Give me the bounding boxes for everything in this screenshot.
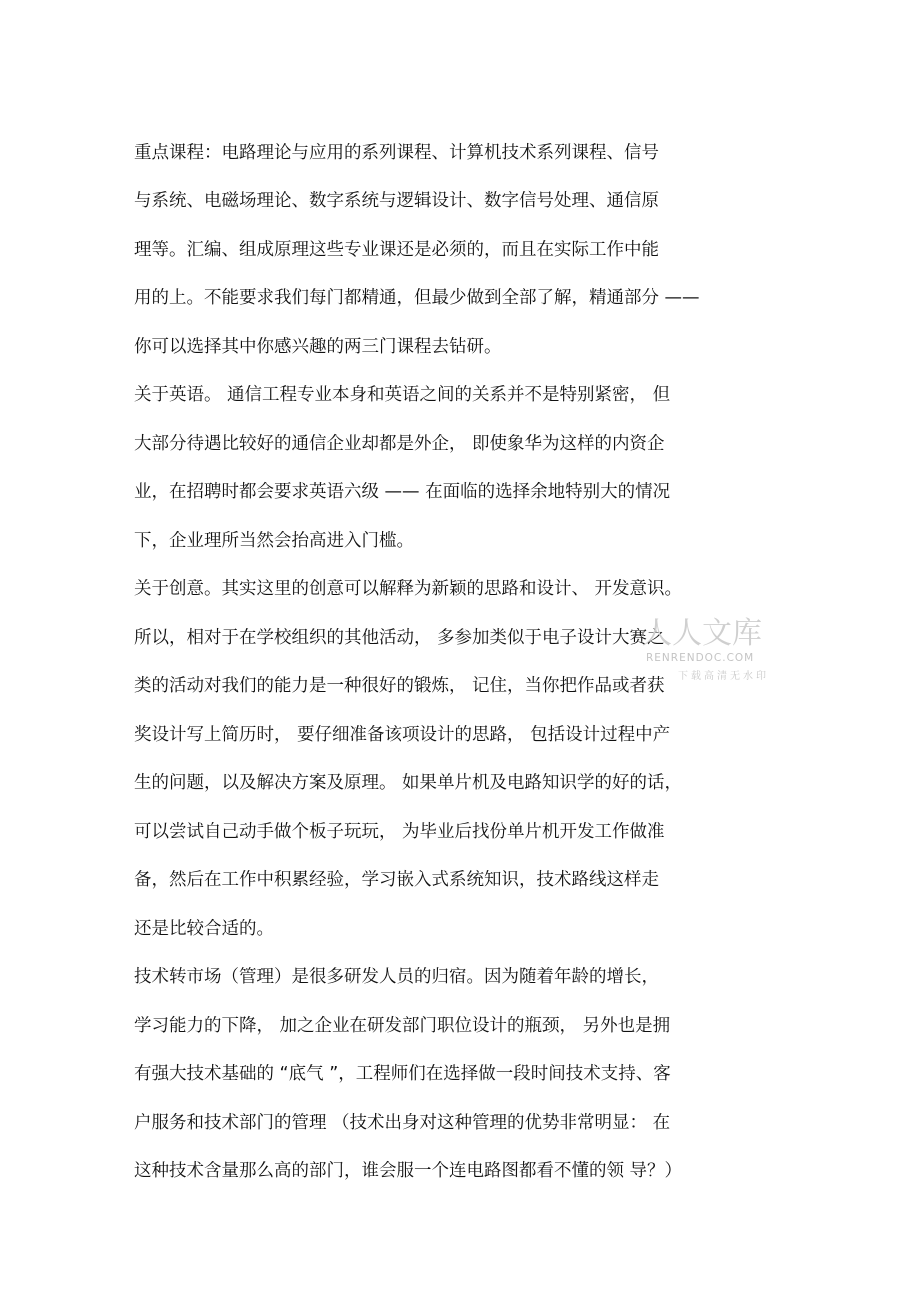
text-line: 用的上。不能要求我们每门都精通，但最少做到全部了解，精通部分 —— — [134, 288, 700, 308]
text-line: 理等。汇编、组成原理这些专业课还是必须的，而且在实际工作中能 — [134, 240, 659, 260]
text-line: 奖设计写上简历时， 要仔细准备该项设计的思路， 包括设计过程中产 — [134, 725, 671, 745]
text-line: 技术转市场（管理）是很多研发人员的归宿。因为随着年龄的增长， — [134, 967, 659, 987]
text-line: 还是比较合适的。 — [134, 919, 274, 939]
text-line: 学习能力的下降， 加之企业在研发部门职位设计的瓶颈， 另外也是拥 — [134, 1016, 671, 1036]
text-line: 生的问题，以及解决方案及原理。 如果单片机及电路知识学的好的话， — [134, 773, 683, 793]
text-line: 关于英语。 通信工程专业本身和英语之间的关系并不是特别紧密， 但 — [134, 385, 671, 405]
text-line: 有强大技术基础的 “底气 ”，工程师们在选择做一段时间技术支持、客 — [134, 1064, 671, 1084]
watermark-url: RENRENDOC.COM — [646, 652, 755, 664]
text-line: 备，然后在工作中积累经验，学习嵌入式系统知识，技术路线这样走 — [134, 870, 659, 890]
text-line: 户服务和技术部门的管理 （技术出身对这种管理的优势非常明显： 在 — [134, 1113, 671, 1133]
text-line: 所以，相对于在学校组织的其他活动， 多参加类似于电子设计大赛之 — [134, 628, 665, 648]
text-line: 可以尝试自己动手做个板子玩玩， 为毕业后找份单片机开发工作做准 — [134, 822, 665, 842]
watermark-title: 人人文库 — [642, 616, 762, 651]
text-line: 大部分待遇比较好的通信企业却都是外企， 即使象华为这样的内资企 — [134, 434, 665, 454]
text-line: 你可以选择其中你感兴趣的两三门课程去钻研。 — [134, 337, 502, 357]
text-line: 类的活动对我们的能力是一种很好的锻炼， 记住，当你把作品或者获 — [134, 676, 665, 696]
watermark-subtitle: 下载高清无水印 — [678, 671, 769, 682]
text-line: 下，企业理所当然会抬高进入门槛。 — [134, 531, 414, 551]
text-line: 这种技术含量那么高的部门，谁会服一个连电路图都看不懂的领 导？） — [134, 1161, 683, 1181]
text-line: 业，在招聘时都会要求英语六级 —— 在面临的选择余地特别大的情况 — [134, 482, 671, 502]
watermark-logo — [630, 616, 780, 686]
text-line: 重点课程：电路理论与应用的系列课程、计算机技术系列课程、信号 — [134, 143, 659, 163]
text-line: 与系统、电磁场理论、数字系统与逻辑设计、数字信号处理、通信原 — [134, 191, 659, 211]
text-line: 关于创意。其实这里的创意可以解释为新颖的思路和设计、 开发意识。 — [134, 579, 683, 599]
